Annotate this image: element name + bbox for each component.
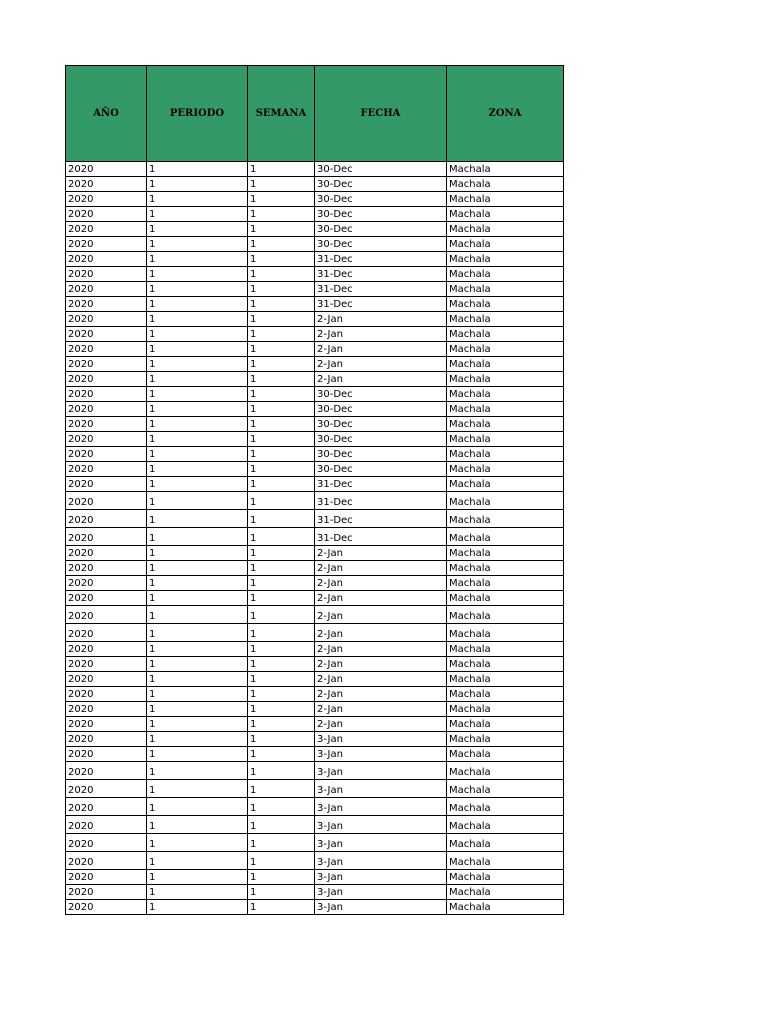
cell-zona: Machala (447, 267, 564, 282)
cell-zona: Machala (447, 312, 564, 327)
cell-fecha: 3-Jan (315, 834, 447, 852)
cell-fecha: 30-Dec (315, 402, 447, 417)
cell-zona: Machala (447, 834, 564, 852)
cell-fecha: 30-Dec (315, 417, 447, 432)
cell-fecha: 30-Dec (315, 447, 447, 462)
cell-periodo: 1 (147, 252, 248, 267)
cell-zona: Machala (447, 885, 564, 900)
cell-zona: Machala (447, 357, 564, 372)
cell-ano: 2020 (66, 528, 147, 546)
cell-periodo: 1 (147, 798, 248, 816)
table-row (66, 546, 564, 561)
data-table (65, 65, 564, 915)
cell-zona: Machala (447, 900, 564, 915)
cell-zona: Machala (447, 162, 564, 177)
cell-ano: 2020 (66, 222, 147, 237)
cell-fecha: 30-Dec (315, 207, 447, 222)
cell-ano: 2020 (66, 546, 147, 561)
cell-ano: 2020 (66, 177, 147, 192)
cell-semana: 1 (248, 492, 315, 510)
cell-periodo: 1 (147, 624, 248, 642)
cell-semana: 1 (248, 624, 315, 642)
cell-ano: 2020 (66, 327, 147, 342)
cell-ano: 2020 (66, 342, 147, 357)
cell-periodo: 1 (147, 900, 248, 915)
cell-ano: 2020 (66, 870, 147, 885)
cell-fecha: 30-Dec (315, 177, 447, 192)
table-row (66, 657, 564, 672)
cell-ano: 2020 (66, 237, 147, 252)
cell-periodo: 1 (147, 834, 248, 852)
cell-semana: 1 (248, 528, 315, 546)
cell-ano: 2020 (66, 477, 147, 492)
cell-semana: 1 (248, 576, 315, 591)
cell-periodo: 1 (147, 447, 248, 462)
cell-semana: 1 (248, 297, 315, 312)
cell-fecha: 2-Jan (315, 342, 447, 357)
cell-zona: Machala (447, 717, 564, 732)
cell-periodo: 1 (147, 747, 248, 762)
cell-zona: Machala (447, 606, 564, 624)
cell-periodo: 1 (147, 591, 248, 606)
cell-zona: Machala (447, 591, 564, 606)
table-row (66, 852, 564, 870)
cell-fecha: 3-Jan (315, 885, 447, 900)
cell-zona: Machala (447, 282, 564, 297)
cell-fecha: 31-Dec (315, 252, 447, 267)
cell-semana: 1 (248, 885, 315, 900)
cell-fecha: 30-Dec (315, 237, 447, 252)
table-row (66, 702, 564, 717)
cell-fecha: 3-Jan (315, 780, 447, 798)
cell-zona: Machala (447, 192, 564, 207)
cell-semana: 1 (248, 267, 315, 282)
table-row (66, 561, 564, 576)
cell-ano: 2020 (66, 732, 147, 747)
cell-fecha: 31-Dec (315, 528, 447, 546)
cell-fecha: 3-Jan (315, 762, 447, 780)
cell-fecha: 2-Jan (315, 606, 447, 624)
cell-fecha: 3-Jan (315, 900, 447, 915)
table-row (66, 297, 564, 312)
cell-semana: 1 (248, 687, 315, 702)
cell-ano: 2020 (66, 900, 147, 915)
cell-zona: Machala (447, 207, 564, 222)
cell-zona: Machala (447, 546, 564, 561)
header-periodo: PERIODO (147, 66, 248, 162)
cell-fecha: 3-Jan (315, 870, 447, 885)
cell-ano: 2020 (66, 357, 147, 372)
cell-periodo: 1 (147, 192, 248, 207)
table-row (66, 747, 564, 762)
table-row (66, 780, 564, 798)
cell-zona: Machala (447, 732, 564, 747)
cell-fecha: 2-Jan (315, 591, 447, 606)
cell-fecha: 2-Jan (315, 687, 447, 702)
cell-zona: Machala (447, 387, 564, 402)
table-row (66, 834, 564, 852)
cell-ano: 2020 (66, 162, 147, 177)
table-row (66, 591, 564, 606)
cell-zona: Machala (447, 687, 564, 702)
cell-semana: 1 (248, 387, 315, 402)
table-row (66, 177, 564, 192)
cell-periodo: 1 (147, 372, 248, 387)
cell-fecha: 2-Jan (315, 372, 447, 387)
cell-fecha: 2-Jan (315, 672, 447, 687)
cell-fecha: 31-Dec (315, 297, 447, 312)
cell-ano: 2020 (66, 417, 147, 432)
cell-ano: 2020 (66, 576, 147, 591)
header-semana: SEMANA (248, 66, 315, 162)
cell-semana: 1 (248, 780, 315, 798)
cell-semana: 1 (248, 510, 315, 528)
cell-semana: 1 (248, 252, 315, 267)
cell-fecha: 30-Dec (315, 192, 447, 207)
cell-zona: Machala (447, 222, 564, 237)
cell-semana: 1 (248, 417, 315, 432)
cell-fecha: 2-Jan (315, 357, 447, 372)
table-row (66, 900, 564, 915)
cell-periodo: 1 (147, 606, 248, 624)
table-row (66, 357, 564, 372)
cell-zona: Machala (447, 510, 564, 528)
cell-periodo: 1 (147, 462, 248, 477)
cell-zona: Machala (447, 477, 564, 492)
cell-fecha: 3-Jan (315, 852, 447, 870)
cell-zona: Machala (447, 624, 564, 642)
cell-semana: 1 (248, 192, 315, 207)
cell-ano: 2020 (66, 780, 147, 798)
cell-fecha: 3-Jan (315, 798, 447, 816)
cell-periodo: 1 (147, 312, 248, 327)
table-row (66, 762, 564, 780)
cell-zona: Machala (447, 372, 564, 387)
cell-periodo: 1 (147, 852, 248, 870)
table-row (66, 237, 564, 252)
cell-zona: Machala (447, 780, 564, 798)
cell-periodo: 1 (147, 477, 248, 492)
cell-fecha: 2-Jan (315, 657, 447, 672)
cell-zona: Machala (447, 432, 564, 447)
table-row (66, 282, 564, 297)
header-row (66, 66, 564, 162)
cell-zona: Machala (447, 870, 564, 885)
cell-periodo: 1 (147, 207, 248, 222)
table-row (66, 462, 564, 477)
cell-semana: 1 (248, 162, 315, 177)
cell-fecha: 31-Dec (315, 477, 447, 492)
cell-ano: 2020 (66, 717, 147, 732)
table-row (66, 606, 564, 624)
cell-fecha: 3-Jan (315, 747, 447, 762)
table-row (66, 717, 564, 732)
table-row (66, 798, 564, 816)
cell-ano: 2020 (66, 492, 147, 510)
table-row (66, 252, 564, 267)
cell-semana: 1 (248, 282, 315, 297)
cell-periodo: 1 (147, 546, 248, 561)
cell-ano: 2020 (66, 282, 147, 297)
cell-semana: 1 (248, 327, 315, 342)
cell-semana: 1 (248, 477, 315, 492)
table-row (66, 732, 564, 747)
cell-ano: 2020 (66, 591, 147, 606)
cell-zona: Machala (447, 561, 564, 576)
cell-zona: Machala (447, 702, 564, 717)
cell-zona: Machala (447, 402, 564, 417)
table-row (66, 576, 564, 591)
cell-semana: 1 (248, 357, 315, 372)
cell-fecha: 30-Dec (315, 432, 447, 447)
cell-periodo: 1 (147, 762, 248, 780)
cell-periodo: 1 (147, 561, 248, 576)
cell-semana: 1 (248, 642, 315, 657)
cell-periodo: 1 (147, 657, 248, 672)
table-row (66, 885, 564, 900)
cell-periodo: 1 (147, 282, 248, 297)
cell-fecha: 31-Dec (315, 282, 447, 297)
cell-ano: 2020 (66, 561, 147, 576)
table-row (66, 192, 564, 207)
cell-semana: 1 (248, 852, 315, 870)
cell-fecha: 3-Jan (315, 732, 447, 747)
table-header (66, 66, 564, 162)
cell-zona: Machala (447, 462, 564, 477)
table-row (66, 528, 564, 546)
cell-semana: 1 (248, 447, 315, 462)
cell-periodo: 1 (147, 342, 248, 357)
spreadsheet-page (65, 65, 564, 915)
cell-ano: 2020 (66, 834, 147, 852)
cell-semana: 1 (248, 816, 315, 834)
cell-ano: 2020 (66, 207, 147, 222)
table-row (66, 372, 564, 387)
cell-ano: 2020 (66, 432, 147, 447)
cell-ano: 2020 (66, 252, 147, 267)
cell-ano: 2020 (66, 510, 147, 528)
cell-semana: 1 (248, 732, 315, 747)
cell-ano: 2020 (66, 642, 147, 657)
cell-semana: 1 (248, 834, 315, 852)
cell-periodo: 1 (147, 162, 248, 177)
cell-periodo: 1 (147, 816, 248, 834)
cell-semana: 1 (248, 591, 315, 606)
cell-fecha: 31-Dec (315, 267, 447, 282)
cell-fecha: 2-Jan (315, 327, 447, 342)
cell-ano: 2020 (66, 657, 147, 672)
cell-semana: 1 (248, 207, 315, 222)
cell-semana: 1 (248, 561, 315, 576)
table-row (66, 387, 564, 402)
table-row (66, 870, 564, 885)
cell-ano: 2020 (66, 672, 147, 687)
cell-semana: 1 (248, 372, 315, 387)
table-row (66, 222, 564, 237)
cell-periodo: 1 (147, 177, 248, 192)
cell-periodo: 1 (147, 732, 248, 747)
cell-ano: 2020 (66, 702, 147, 717)
table-row (66, 477, 564, 492)
cell-periodo: 1 (147, 492, 248, 510)
cell-fecha: 31-Dec (315, 492, 447, 510)
cell-ano: 2020 (66, 624, 147, 642)
cell-periodo: 1 (147, 432, 248, 447)
cell-semana: 1 (248, 237, 315, 252)
cell-ano: 2020 (66, 747, 147, 762)
cell-semana: 1 (248, 222, 315, 237)
cell-ano: 2020 (66, 606, 147, 624)
cell-zona: Machala (447, 177, 564, 192)
cell-periodo: 1 (147, 237, 248, 252)
cell-ano: 2020 (66, 312, 147, 327)
cell-periodo: 1 (147, 780, 248, 798)
cell-semana: 1 (248, 672, 315, 687)
cell-semana: 1 (248, 402, 315, 417)
cell-ano: 2020 (66, 447, 147, 462)
cell-semana: 1 (248, 657, 315, 672)
cell-zona: Machala (447, 492, 564, 510)
header-zona: ZONA (447, 66, 564, 162)
cell-fecha: 31-Dec (315, 510, 447, 528)
cell-semana: 1 (248, 798, 315, 816)
table-row (66, 312, 564, 327)
cell-semana: 1 (248, 432, 315, 447)
cell-fecha: 2-Jan (315, 624, 447, 642)
table-row (66, 510, 564, 528)
cell-semana: 1 (248, 342, 315, 357)
cell-fecha: 30-Dec (315, 462, 447, 477)
cell-zona: Machala (447, 816, 564, 834)
cell-ano: 2020 (66, 852, 147, 870)
table-row (66, 687, 564, 702)
cell-zona: Machala (447, 852, 564, 870)
header-fecha: FECHA (315, 66, 447, 162)
cell-semana: 1 (248, 762, 315, 780)
cell-zona: Machala (447, 237, 564, 252)
table-row (66, 642, 564, 657)
cell-periodo: 1 (147, 672, 248, 687)
cell-periodo: 1 (147, 327, 248, 342)
cell-ano: 2020 (66, 762, 147, 780)
cell-zona: Machala (447, 672, 564, 687)
cell-fecha: 2-Jan (315, 702, 447, 717)
cell-periodo: 1 (147, 642, 248, 657)
cell-ano: 2020 (66, 798, 147, 816)
table-row (66, 624, 564, 642)
cell-fecha: 2-Jan (315, 546, 447, 561)
cell-semana: 1 (248, 702, 315, 717)
table-body (66, 162, 564, 915)
cell-periodo: 1 (147, 687, 248, 702)
cell-fecha: 3-Jan (315, 816, 447, 834)
cell-semana: 1 (248, 312, 315, 327)
table-row (66, 207, 564, 222)
cell-fecha: 2-Jan (315, 717, 447, 732)
cell-ano: 2020 (66, 462, 147, 477)
cell-periodo: 1 (147, 510, 248, 528)
table-row (66, 672, 564, 687)
cell-periodo: 1 (147, 357, 248, 372)
cell-zona: Machala (447, 762, 564, 780)
cell-zona: Machala (447, 252, 564, 267)
cell-periodo: 1 (147, 870, 248, 885)
cell-periodo: 1 (147, 702, 248, 717)
cell-fecha: 2-Jan (315, 561, 447, 576)
cell-ano: 2020 (66, 816, 147, 834)
cell-fecha: 2-Jan (315, 312, 447, 327)
header-ano: AÑO (66, 66, 147, 162)
cell-periodo: 1 (147, 387, 248, 402)
cell-periodo: 1 (147, 267, 248, 282)
cell-periodo: 1 (147, 402, 248, 417)
cell-fecha: 30-Dec (315, 387, 447, 402)
table-row (66, 432, 564, 447)
cell-semana: 1 (248, 717, 315, 732)
cell-semana: 1 (248, 747, 315, 762)
cell-ano: 2020 (66, 297, 147, 312)
cell-periodo: 1 (147, 528, 248, 546)
cell-periodo: 1 (147, 297, 248, 312)
cell-fecha: 2-Jan (315, 642, 447, 657)
cell-periodo: 1 (147, 717, 248, 732)
table-row (66, 417, 564, 432)
table-row (66, 402, 564, 417)
cell-zona: Machala (447, 528, 564, 546)
cell-zona: Machala (447, 417, 564, 432)
cell-zona: Machala (447, 657, 564, 672)
cell-zona: Machala (447, 798, 564, 816)
cell-zona: Machala (447, 297, 564, 312)
cell-semana: 1 (248, 870, 315, 885)
cell-semana: 1 (248, 177, 315, 192)
cell-ano: 2020 (66, 687, 147, 702)
cell-fecha: 2-Jan (315, 576, 447, 591)
cell-semana: 1 (248, 546, 315, 561)
cell-fecha: 30-Dec (315, 222, 447, 237)
cell-ano: 2020 (66, 387, 147, 402)
cell-ano: 2020 (66, 192, 147, 207)
cell-semana: 1 (248, 462, 315, 477)
table-row (66, 327, 564, 342)
cell-zona: Machala (447, 747, 564, 762)
cell-zona: Machala (447, 342, 564, 357)
cell-zona: Machala (447, 576, 564, 591)
table-row (66, 267, 564, 282)
table-row (66, 492, 564, 510)
cell-periodo: 1 (147, 576, 248, 591)
cell-semana: 1 (248, 900, 315, 915)
table-row (66, 342, 564, 357)
table-row (66, 447, 564, 462)
cell-ano: 2020 (66, 885, 147, 900)
cell-zona: Machala (447, 447, 564, 462)
cell-semana: 1 (248, 606, 315, 624)
cell-zona: Machala (447, 327, 564, 342)
cell-periodo: 1 (147, 417, 248, 432)
cell-zona: Machala (447, 642, 564, 657)
table-row (66, 816, 564, 834)
cell-ano: 2020 (66, 402, 147, 417)
cell-periodo: 1 (147, 222, 248, 237)
cell-ano: 2020 (66, 267, 147, 282)
cell-ano: 2020 (66, 372, 147, 387)
table-row (66, 162, 564, 177)
cell-periodo: 1 (147, 885, 248, 900)
cell-fecha: 30-Dec (315, 162, 447, 177)
